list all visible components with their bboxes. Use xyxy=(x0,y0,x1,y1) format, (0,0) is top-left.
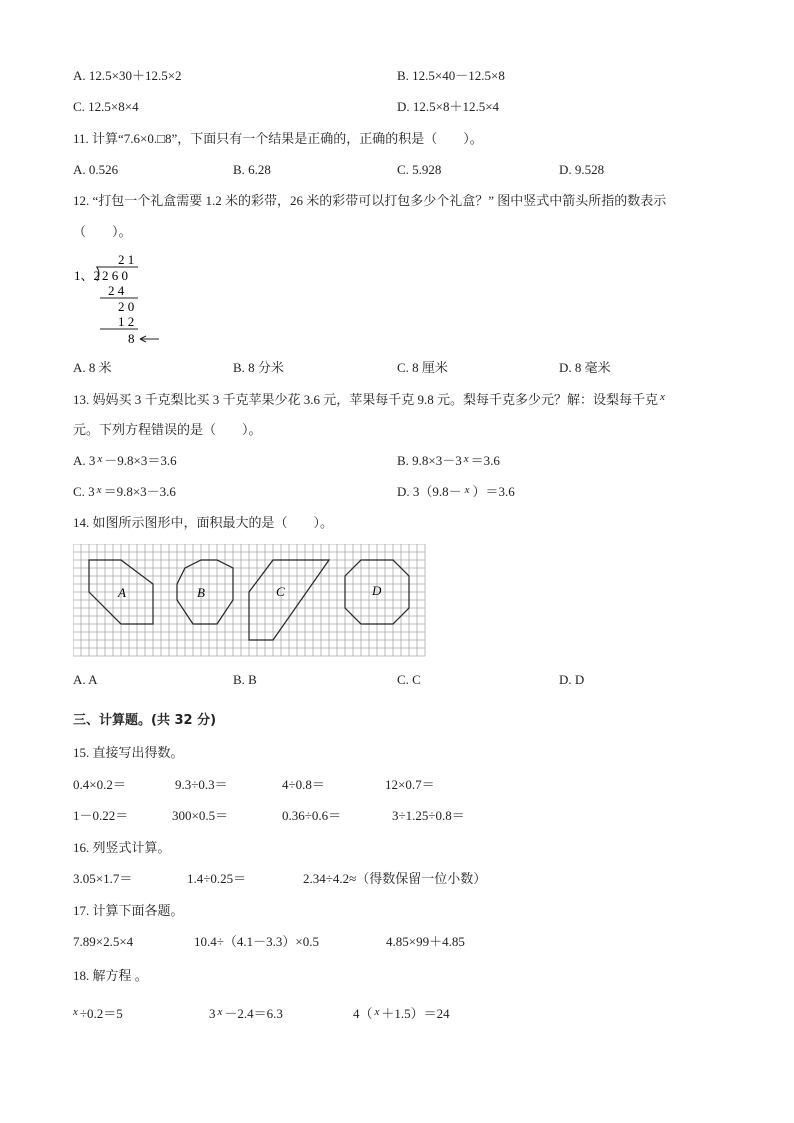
q15-item: 0.36÷0.6＝ xyxy=(282,808,342,823)
q12-stem-line2: （ ）。 xyxy=(73,224,132,239)
q11-option-b: B. 6.28 xyxy=(233,162,271,177)
q14-option-c: C. C xyxy=(397,672,421,687)
q14-option-d: D. D xyxy=(559,672,585,687)
q12-option-c: C. 8 厘米 xyxy=(397,360,448,375)
division-dividend: 2 6 0 xyxy=(102,268,128,283)
division-quotient: 2 1 xyxy=(118,252,135,267)
q13-option-a xyxy=(73,453,177,470)
variable-x: x xyxy=(463,453,469,465)
q12-option-b: B. 8 分米 xyxy=(233,360,284,375)
shape-label-b: B xyxy=(197,585,205,600)
q13-stem-line2: 元。下列方程错误的是（ ）。 xyxy=(73,422,262,437)
q10-option-b: B. 12.5×40－12.5×8 xyxy=(397,68,505,83)
q16-stem: 16. 列竖式计算。 xyxy=(73,840,171,855)
q10-option-d: D. 12.5×8＋12.5×4 xyxy=(397,99,500,114)
division-step1: 2 4 xyxy=(108,283,125,298)
q15-item: 0.4×0.2＝ xyxy=(73,777,126,792)
q14-option-b: B. B xyxy=(233,672,257,687)
q18-equation-1 xyxy=(73,1006,123,1023)
q13-option-b xyxy=(397,453,500,470)
division-remainder: 8 xyxy=(128,331,135,346)
q14-stem: 14. 如图所示图形中，面积最大的是（ ）。 xyxy=(73,515,334,530)
q18-equation-2 xyxy=(209,1006,283,1023)
q10-option-a: A. 12.5×30＋12.5×2 xyxy=(73,68,182,83)
option-suffix: ＝9.8×3－3.6 xyxy=(103,484,176,499)
variable-x: x xyxy=(73,1006,78,1018)
q11-option-d: D. 9.528 xyxy=(559,162,605,177)
q13-stem-text: 13. 妈妈买 3 千克梨比买 3 千克苹果少花 3.6 元，苹果每千克 9.8 元。梨每千克多少元？解：设梨每千克 xyxy=(73,392,659,407)
division-step3: 1 2 xyxy=(118,314,135,329)
option-prefix: C. 3 xyxy=(73,484,95,499)
q15-item: 3÷1.25÷0.8＝ xyxy=(392,808,465,823)
q17-item: 4.85×99＋4.85 xyxy=(386,934,465,949)
option-suffix: ＝3.6 xyxy=(470,453,500,468)
variable-x: x xyxy=(374,1006,380,1018)
q16-item: 1.4÷0.25＝ xyxy=(187,871,247,886)
option-prefix: D. 3（9.8－ xyxy=(397,484,462,499)
option-prefix: A. 3 xyxy=(73,453,96,468)
division-divisor: 1、2 xyxy=(74,268,101,283)
q18-equation-3 xyxy=(353,1006,450,1023)
option-prefix: B. 9.8×3－3 xyxy=(397,453,462,468)
q15-item: 12×0.7＝ xyxy=(385,777,435,792)
section-3-title: 三、计算题。(共 32 分) xyxy=(73,713,217,728)
shape-label-c: C xyxy=(276,584,285,599)
q11-option-c: C. 5.928 xyxy=(397,162,442,177)
variable-x: x xyxy=(464,484,470,496)
q15-item: 300×0.5＝ xyxy=(172,808,229,823)
variable-x: x xyxy=(96,484,102,496)
variable-x: x xyxy=(660,391,665,403)
shape-label-d: D xyxy=(372,583,382,598)
q11-option-a: A. 0.526 xyxy=(73,162,119,177)
equation-text: ＋1.5）＝24 xyxy=(381,1006,450,1021)
q17-item: 7.89×2.5×4 xyxy=(73,934,134,949)
q14-option-a: A. A xyxy=(73,672,98,687)
shapes-grid-figure xyxy=(73,544,429,659)
q15-stem: 15. 直接写出得数。 xyxy=(73,745,184,760)
option-suffix: ）＝3.6 xyxy=(472,484,515,499)
equation-text: －2.4＝6.3 xyxy=(224,1006,283,1021)
q16-item: 3.05×1.7＝ xyxy=(73,871,133,886)
equation-text: 3 xyxy=(209,1006,216,1021)
q15-item: 4÷0.8＝ xyxy=(282,777,325,792)
q13-stem-line1 xyxy=(73,392,665,409)
q15-item: 1－0.22＝ xyxy=(73,808,129,823)
q10-option-c: C. 12.5×8×4 xyxy=(73,99,139,114)
long-division-diagram xyxy=(70,250,170,350)
variable-x: x xyxy=(217,1006,223,1018)
q15-item: 9.3÷0.3＝ xyxy=(175,777,228,792)
q18-stem: 18. 解方程 。 xyxy=(73,968,148,983)
q13-option-c xyxy=(73,484,176,501)
equation-text: 4（ xyxy=(353,1006,373,1021)
q17-item: 10.4÷（4.1－3.3）×0.5 xyxy=(194,934,319,949)
division-step2: 2 0 xyxy=(118,299,135,314)
q13-option-d xyxy=(397,484,515,501)
q12-stem-line1: 12. “打包一个礼盒需要 1.2 米的彩带，26 米的彩带可以打包多少个礼盒？” 图中竖式中箭头所指的数表示 xyxy=(73,193,667,208)
variable-x: x xyxy=(97,453,103,465)
q17-stem: 17. 计算下面各题。 xyxy=(73,903,184,918)
option-suffix: －9.8×3＝3.6 xyxy=(104,453,177,468)
q16-item: 2.34÷4.2≈（得数保留一位小数） xyxy=(303,871,487,886)
q11-stem: 11. 计算“7.6×0.□8”，下面只有一个结果是正确的，正确的积是（ ）。 xyxy=(73,131,483,146)
shape-label-a: A xyxy=(118,585,126,600)
q12-option-a: A. 8 米 xyxy=(73,360,112,375)
q12-option-d: D. 8 毫米 xyxy=(559,360,611,375)
equation-text: ÷0.2＝5 xyxy=(79,1006,123,1021)
